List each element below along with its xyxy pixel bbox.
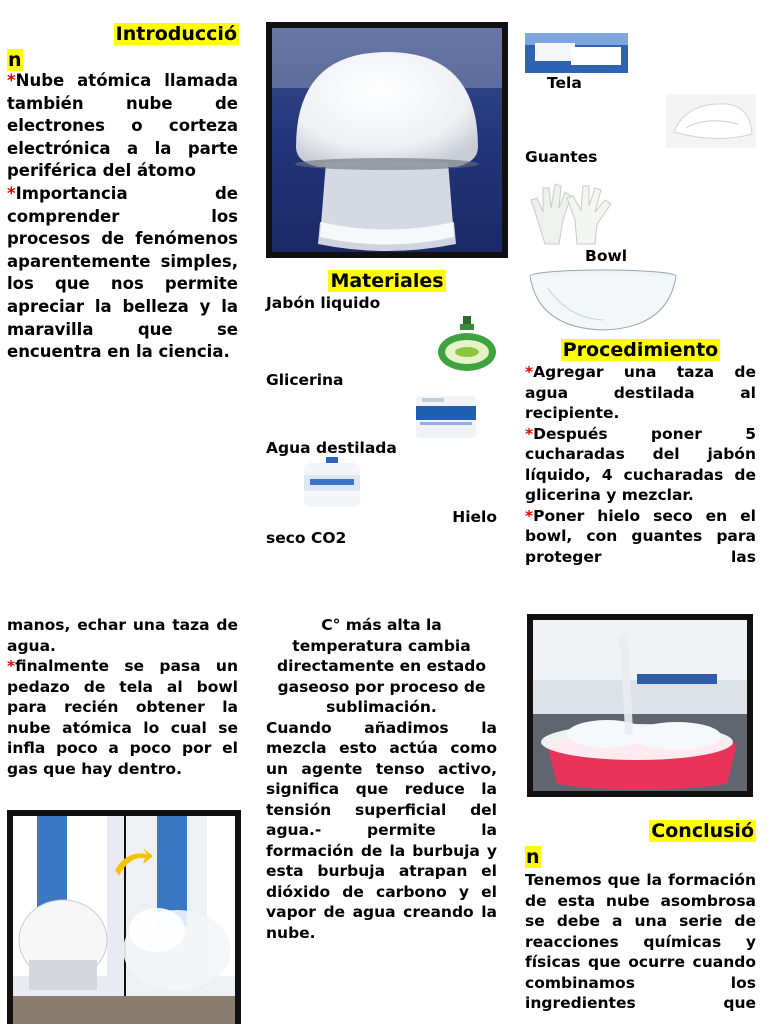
- procedure-step-4: *finalmente se pasa un pedazo de tela al bowl para recién obtener la nube atómica lo cual se infla poco a poco por el gas que hay dentro.: [7, 657, 238, 778]
- material-hielo-label-2: seco CO2: [266, 529, 347, 547]
- intro-title: Introducció n: [8, 23, 237, 71]
- procedure-step-2: *Después poner 5 cucharadas del jabón líquido, 4 cucharadas de glicerina y mezclar.: [525, 424, 756, 504]
- explanation-body: Cuando añadimos la mezcla esto actúa como un agente tenso activo, significa que reduce la tensión superficial del agua.- permite la formación de la burbuja y esta burbuja atrapan el dióxido de carbono y el vapor de agua creando la nube.: [266, 718, 497, 942]
- glass-bowl-image: [528, 268, 678, 334]
- cloud-dome-photo: [266, 22, 508, 258]
- material-bowl-label: Bowl: [585, 247, 628, 265]
- procedure-title: Procedimiento: [562, 339, 719, 361]
- glycerin-bottle-image: [414, 392, 478, 440]
- cloud-before-after-photo: [7, 810, 241, 1024]
- conclusion-text: Tenemos que la formación de esta nube asombrosa se debe a una serie de reacciones químicas y físicas que ocurre cuando combinamos los ingredientes que: [525, 871, 756, 1012]
- procedure-step-1: *Agregar una taza de agua destilada al recipiente.: [525, 363, 756, 422]
- distilled-water-image: [296, 457, 368, 509]
- material-hielo-label: Hielo: [452, 508, 497, 526]
- procedure-text-bottom: [7, 615, 238, 779]
- material-agua-label: Agua destilada: [266, 439, 397, 457]
- foam-bowl-photo: [527, 614, 753, 797]
- gloves-image: [525, 180, 615, 246]
- intro-paragraph-2: *Importancia de comprender los procesos de fenómenos aparentemente simples, los que nos permite apreciar la belleza y la maravilla que se encuentra en la ciencia.: [7, 183, 238, 362]
- procedure-step-3: *Poner hielo seco en el bowl, con guantes para proteger las: [525, 506, 756, 566]
- explanation-text: [266, 615, 497, 943]
- material-tela-label: Tela: [547, 74, 582, 92]
- intro-text: [7, 70, 238, 364]
- soap-bottle-image: [436, 314, 498, 372]
- procedure-step-3-continued: manos, echar una taza de agua.: [7, 616, 238, 655]
- explanation-centered: C° más alta la temperatura cambia directamente en estado gaseoso por proceso de sublimación.: [277, 616, 486, 716]
- conclusion-title: Conclusió n: [526, 820, 754, 868]
- cloth-image: [666, 94, 756, 148]
- procedure-text-top: [525, 362, 756, 567]
- intro-paragraph-1: *Nube atómica llamada también nube de electrones o corteza electrónica a la parte periférica del átomo: [7, 71, 238, 181]
- material-glicerina-label: Glicerina: [266, 371, 344, 389]
- material-jabon-label: Jabón liquido: [266, 294, 381, 312]
- material-guantes-label: Guantes: [525, 148, 598, 166]
- materials-title: Materiales: [330, 270, 444, 292]
- fabric-image: [525, 33, 628, 73]
